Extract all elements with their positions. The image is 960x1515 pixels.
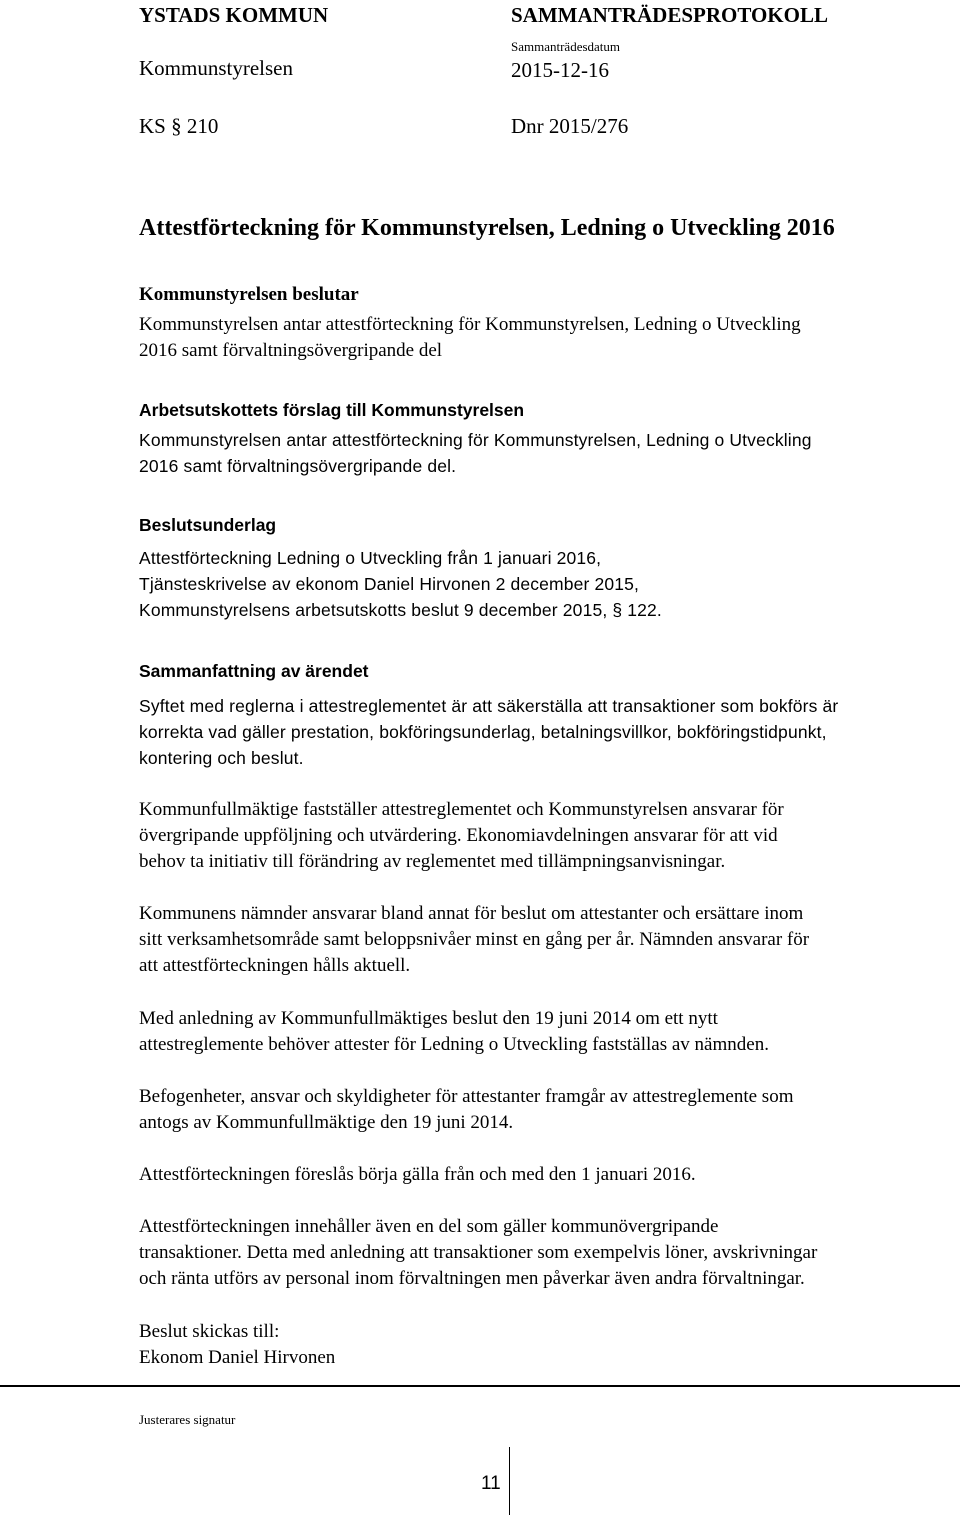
summary-line: Kommunens nämnder ansvarar bland annat för beslut om attestanter och ersättare inom [139, 903, 804, 924]
diary-number: Dnr 2015/276 [511, 114, 629, 138]
summary-line: transaktioner. Detta med anledning att transaktioner som exempelvis löner, avskrivningar [139, 1242, 818, 1263]
summary-paragraph [139, 1084, 793, 1136]
summary-line: antogs av Kommunfullmäktige den 19 juni 2014. [139, 1112, 514, 1133]
summary-line: att attestförteckningen hålls aktuell. [139, 955, 411, 976]
summary-line: Attestförteckningen innehåller även en del som gäller kommunövergripande [139, 1216, 719, 1237]
paragraph-reference: KS § 210 [139, 114, 219, 138]
distribution-line: Ekonom Daniel Hirvonen [139, 1347, 336, 1368]
basis-line: Tjänsteskrivelse av ekonom Daniel Hirvonen 2 december 2015, [139, 574, 640, 594]
summary-paragraph [139, 693, 838, 771]
decision-heading: Kommunstyrelsen beslutar [139, 284, 359, 305]
summary-heading: Sammanfattning av ärendet [139, 661, 369, 681]
summary-paragraph [139, 797, 784, 875]
summary-line: Kommunfullmäktige fastställer attestreglementet och Kommunstyrelsen ansvarar för [139, 799, 784, 820]
basis-line: Attestförteckning Ledning o Utveckling från 1 januari 2016, [139, 548, 602, 568]
summary-paragraph [139, 901, 809, 979]
summary-line: övergripande uppföljning och utvärdering. Ekonomiavdelningen ansvarar för att vid [139, 825, 778, 846]
proposal-line: Kommunstyrelsen antar attestförteckning för Kommunstyrelsen, Ledning o Utveckling [139, 430, 812, 450]
municipality-name: YSTADS KOMMUN [139, 3, 329, 27]
document-type: SAMMANTRÄDESPROTOKOLL [511, 3, 828, 27]
summary-line: kontering och beslut. [139, 748, 304, 768]
proposal-line: 2016 samt förvaltningsövergripande del. [139, 456, 457, 476]
basis-heading: Beslutsunderlag [139, 515, 277, 535]
summary-line: Syftet med reglerna i attestreglementet är att säkerställa att transaktioner som bokförs är [139, 696, 839, 716]
meeting-date-label: Sammanträdesdatum [511, 39, 621, 54]
signature-label: Justerares signatur [139, 1412, 236, 1427]
summary-line: korrekta vad gäller prestation, bokföringsunderlag, betalningsvillkor, bokföringstidpunkt, [139, 722, 827, 742]
decision-text [139, 312, 801, 364]
page-number: 11 [481, 1473, 501, 1494]
basis-text [139, 545, 662, 623]
document-title: Attestförteckning för Kommunstyrelsen, Ledning o Utveckling 2016 [139, 215, 835, 241]
summary-paragraph [139, 1162, 696, 1188]
proposal-heading: Arbetsutskottets förslag till Kommunstyrelsen [139, 400, 525, 420]
basis-line: Kommunstyrelsens arbetsutskotts beslut 9 december 2015, § 122. [139, 600, 662, 620]
proposal-text [139, 427, 812, 479]
summary-line: Attestförteckningen föreslås börja gälla från och med den 1 januari 2016. [139, 1164, 696, 1185]
decision-line: 2016 samt förvaltningsövergripande del [139, 340, 443, 361]
summary-line: Befogenheter, ansvar och skyldigheter för attestanter framgår av attestreglemente som [139, 1086, 794, 1107]
meeting-date: 2015-12-16 [511, 58, 609, 82]
page-number-divider [509, 1447, 510, 1515]
summary-paragraph [139, 1006, 769, 1058]
distribution-list [139, 1319, 335, 1371]
summary-line: behov ta initiativ till förändring av reglementet med tillämpningsanvisningar. [139, 851, 726, 872]
distribution-line: Beslut skickas till: [139, 1321, 280, 1342]
footer-divider [0, 1385, 960, 1387]
summary-line: och ränta utförs av personal inom förvaltningen men påverkar även andra förvaltningar. [139, 1268, 805, 1289]
summary-line: attestreglemente behöver attester för Ledning o Utveckling fastställas av nämnden. [139, 1034, 769, 1055]
summary-line: Med anledning av Kommunfullmäktiges beslut den 19 juni 2014 om ett nytt [139, 1008, 718, 1029]
summary-line: sitt verksamhetsområde samt beloppsnivåer minst en gång per år. Nämnden ansvarar för [139, 929, 810, 950]
summary-paragraph [139, 1214, 817, 1292]
decision-line: Kommunstyrelsen antar attestförteckning för Kommunstyrelsen, Ledning o Utveckling [139, 314, 801, 335]
committee-name: Kommunstyrelsen [139, 56, 293, 80]
